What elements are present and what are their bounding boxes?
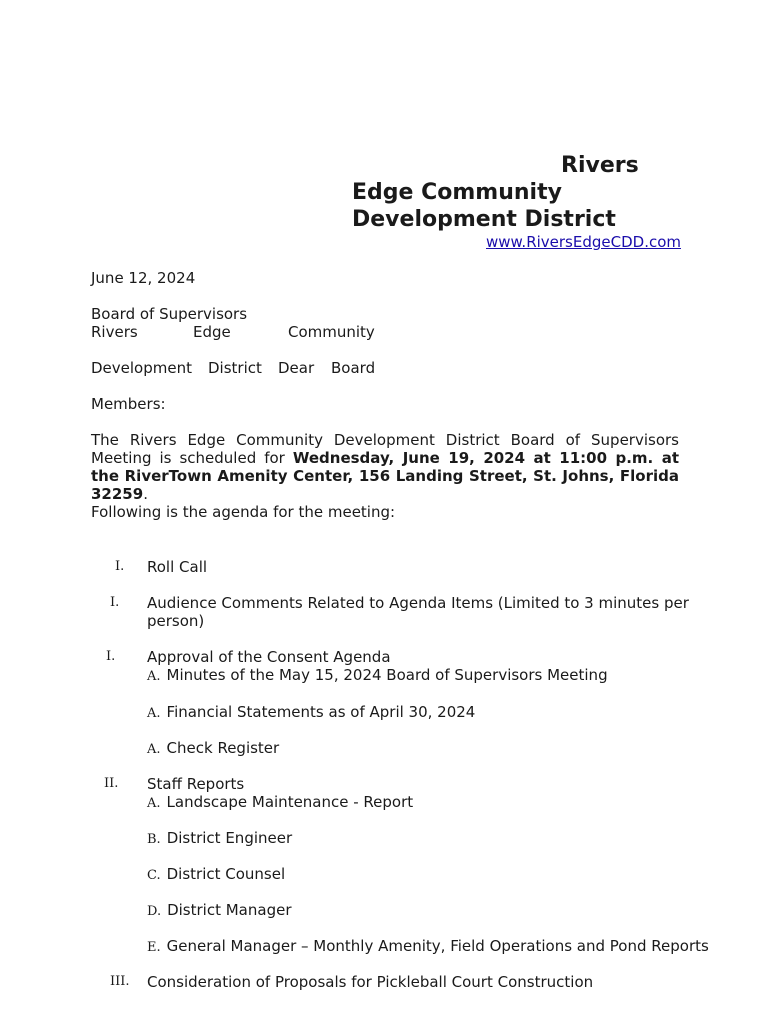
subitem-letter: D. bbox=[147, 904, 162, 919]
agenda-number: III. bbox=[110, 974, 130, 989]
agenda-item-audience-comments-cont: person) bbox=[147, 612, 205, 630]
title-line-1: Rivers bbox=[561, 153, 639, 178]
address-word: Rivers bbox=[91, 323, 138, 341]
agenda-subitem bbox=[147, 666, 608, 686]
agenda-number: I. bbox=[106, 649, 116, 664]
body-line-1: The Rivers Edge Community Development District Board of Supervisors bbox=[91, 431, 679, 449]
body-line-2 bbox=[91, 449, 679, 467]
subitem-letter: A. bbox=[147, 796, 161, 811]
agenda-subitem bbox=[147, 865, 285, 885]
subitem-letter: A. bbox=[147, 742, 161, 757]
agenda-subitem bbox=[147, 793, 413, 813]
agenda-item-pickleball: Consideration of Proposals for Pickleball Court Construction bbox=[147, 973, 594, 991]
agenda-subitem bbox=[147, 937, 709, 957]
meeting-location: the RiverTown Amenity Center, 156 Landing Street, St. Johns, Florida bbox=[91, 467, 679, 485]
body-line-4 bbox=[91, 485, 679, 503]
subitem-text: Check Register bbox=[166, 739, 280, 757]
agenda-subitem bbox=[147, 829, 292, 849]
agenda-intro: Following is the agenda for the meeting: bbox=[91, 503, 396, 521]
subitem-text: Minutes of the May 15, 2024 Board of Supervisors Meeting bbox=[166, 666, 608, 684]
body-line-2-pre: Meeting is scheduled for bbox=[91, 449, 293, 467]
agenda-number: I. bbox=[110, 595, 120, 610]
address-word: District bbox=[208, 359, 262, 377]
subitem-letter: A. bbox=[147, 706, 161, 721]
agenda-item-audience-comments: Audience Comments Related to Agenda Items (Limited to 3 minutes per bbox=[147, 594, 689, 612]
salutation-members: Members: bbox=[91, 395, 166, 413]
subitem-text: Landscape Maintenance - Report bbox=[166, 793, 414, 811]
address-word: Board bbox=[331, 359, 376, 377]
address-word: Community bbox=[288, 323, 375, 341]
subitem-letter: C. bbox=[147, 868, 161, 883]
agenda-subitem bbox=[147, 901, 292, 921]
subitem-text: Financial Statements as of April 30, 2024 bbox=[166, 703, 476, 721]
agenda-subitem bbox=[147, 739, 279, 759]
meeting-datetime: Wednesday, June 19, 2024 at 11:00 p.m. at bbox=[292, 449, 679, 467]
title-line-2: Edge Community bbox=[352, 180, 562, 205]
subitem-text: District Counsel bbox=[166, 865, 286, 883]
agenda-item-consent: Approval of the Consent Agenda bbox=[147, 648, 391, 666]
address-word: Dear bbox=[278, 359, 315, 377]
agenda-item-staff-reports: Staff Reports bbox=[147, 775, 245, 793]
agenda-item-roll-call: Roll Call bbox=[147, 558, 208, 576]
address-line-1: Board of Supervisors bbox=[91, 305, 248, 323]
address-word: Edge bbox=[193, 323, 231, 341]
agenda-subitem bbox=[147, 703, 475, 723]
subitem-letter: E. bbox=[147, 940, 161, 955]
title-line-3: Development District bbox=[352, 207, 616, 232]
letter-date: June 12, 2024 bbox=[91, 269, 196, 287]
agenda-number: I. bbox=[115, 559, 125, 574]
subitem-letter: B. bbox=[147, 832, 161, 847]
meeting-zip: 32259 bbox=[91, 485, 144, 503]
subitem-text: District Engineer bbox=[166, 829, 293, 847]
agenda-number: II. bbox=[104, 776, 119, 791]
subitem-letter: A. bbox=[147, 669, 161, 684]
body-line-4-post: . bbox=[143, 485, 148, 503]
address-word: Development bbox=[91, 359, 192, 377]
subitem-text: District Manager bbox=[167, 901, 292, 919]
subitem-text: General Manager – Monthly Amenity, Field Operations and Pond Reports bbox=[166, 937, 709, 955]
website-link[interactable]: www.RiversEdgeCDD.com bbox=[486, 233, 681, 251]
